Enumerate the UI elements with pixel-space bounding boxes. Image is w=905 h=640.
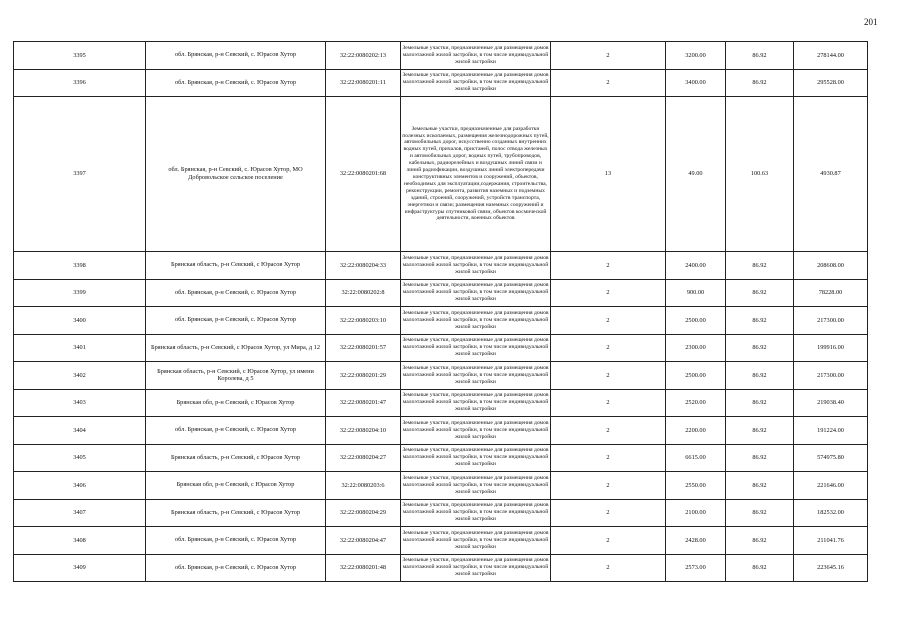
row-number: 3405 [14,444,146,472]
address-cell: Брянская обл, р-н Севский, с Юрасов Хутор [146,389,326,417]
address-cell: Брянская область, р-н Севский, с Юрасов Хутор [146,499,326,527]
row-number: 3409 [14,554,146,582]
address-cell: обл. Брянская, р-н Севский, с. Юрасов Хутор [146,527,326,555]
cadastral-value-cell: 217300.00 [794,307,868,335]
cadastral-value-cell: 78228.00 [794,279,868,307]
land-use-cell: Земельные участки, предназначенные для размещения домов малоэтажной жилой застройки, в том числе индивидуальной жилой застройки [401,252,551,280]
table-row [14,307,868,335]
rate-cell: 86.92 [726,527,794,555]
row-number: 3402 [14,362,146,390]
cadastral-number-cell: 32:22:0080201:29 [326,362,401,390]
cadastral-value-cell: 182532.00 [794,499,868,527]
land-use-cell: Земельные участки, предназначенные для размещения домов малоэтажной жилой застройки, в том числе индивидуальной жилой застройки [401,444,551,472]
row-number: 3408 [14,527,146,555]
area-cell: 2428.00 [666,527,726,555]
row-number: 3406 [14,472,146,500]
address-cell: обл. Брянская, р-н Севский, с. Юрасов Хутор [146,554,326,582]
group-cell: 2 [551,334,666,362]
cadastral-number-cell: 32:22:0080204:29 [326,499,401,527]
table-row [14,499,868,527]
group-cell: 2 [551,389,666,417]
land-use-cell: Земельные участки, предназначенные для размещения домов малоэтажной жилой застройки, в том числе индивидуальной жилой застройки [401,334,551,362]
cadastral-number-cell: 32:22:0080201:47 [326,389,401,417]
cadastral-value-cell: 211041.76 [794,527,868,555]
group-cell: 2 [551,362,666,390]
row-number: 3396 [14,69,146,97]
group-cell: 2 [551,307,666,335]
cadastral-value-cell: 295528.00 [794,69,868,97]
cadastral-value-cell: 219038.40 [794,389,868,417]
land-use-cell: Земельные участки, предназначенные для разработки полезных ископаемых, размещения железнодорожных путей, автомобильных дорог, искусственно созданных внутренних водных путей, причалов, пристаней, полос отвода железных и автомобильных дорог, водных путей, трубопроводов, кабельных, радиорелейных и воздушных линий связи и линий радиофикации, воздушных линий электропередачи конструктивных элементов и сооружений, объектов, необходимых для эксплуатации,содержания, строительства, реконструкции, ремонта, развития наземных и подземных зданий, строений, сооружений, устройств транспорта, энергетики и связи; размещения наземных сооружений и инфраструктуры спутниковой связи, объектов космической деятельности, военных объектов [401,97,551,252]
cadastral-number-cell: 32:22:0080204:10 [326,417,401,445]
land-use-cell: Земельные участки, предназначенные для размещения домов малоэтажной жилой застройки, в том числе индивидуальной жилой застройки [401,42,551,70]
group-cell: 2 [551,279,666,307]
group-cell: 2 [551,499,666,527]
area-cell: 900.00 [666,279,726,307]
address-cell: обл. Брянская, р-н Севский, с. Юрасов Хутор [146,279,326,307]
area-cell: 2100.00 [666,499,726,527]
cadastral-number-cell: 32:22:0080201:11 [326,69,401,97]
address-cell: обл. Брянская, р-н Севский, с. Юрасов Хутор [146,42,326,70]
table-row [14,334,868,362]
cadastral-number-cell: 32:22:0080201:68 [326,97,401,252]
table-row [14,252,868,280]
area-cell: 2200.00 [666,417,726,445]
page-number: 201 [864,17,878,27]
area-cell: 2400.00 [666,252,726,280]
table-row [14,472,868,500]
area-cell: 49.00 [666,97,726,252]
cadastral-value-cell: 199916.00 [794,334,868,362]
address-cell: обл. Брянская, р-н Севский, с. Юрасов Хутор [146,417,326,445]
row-number: 3403 [14,389,146,417]
cadastral-value-cell: 208608.00 [794,252,868,280]
address-cell: Брянская обл, р-н Севский, с Юрасов Хутор [146,472,326,500]
table-row [14,279,868,307]
cadastral-value-cell: 221646.00 [794,472,868,500]
area-cell: 3200.00 [666,42,726,70]
group-cell: 2 [551,554,666,582]
area-cell: 6615.00 [666,444,726,472]
row-number: 3401 [14,334,146,362]
table-row [14,554,868,582]
land-use-cell: Земельные участки, предназначенные для размещения домов малоэтажной жилой застройки, в том числе индивидуальной жилой застройки [401,279,551,307]
row-number: 3398 [14,252,146,280]
address-cell: Брянская область, р-н Севский, с Юрасов Хутор, ул Мира, д 12 [146,334,326,362]
address-cell: обл. Брянская, р-н Севский, с. Юрасов Хутор, МО Добровольское сельское поселение [146,97,326,252]
land-use-cell: Земельные участки, предназначенные для размещения домов малоэтажной жилой застройки, в том числе индивидуальной жилой застройки [401,389,551,417]
cadastral-number-cell: 32:22:0080202:8 [326,279,401,307]
group-cell: 2 [551,472,666,500]
area-cell: 2300.00 [666,334,726,362]
rate-cell: 86.92 [726,472,794,500]
rate-cell: 86.92 [726,279,794,307]
table-row [14,97,868,252]
land-use-cell: Земельные участки, предназначенные для размещения домов малоэтажной жилой застройки, в том числе индивидуальной жилой застройки [401,527,551,555]
area-cell: 2550.00 [666,472,726,500]
table-row [14,69,868,97]
group-cell: 13 [551,97,666,252]
cadastral-value-cell: 217300.00 [794,362,868,390]
rate-cell: 100.63 [726,97,794,252]
table-row [14,389,868,417]
cadastral-number-cell: 32:22:0080204:47 [326,527,401,555]
cadastral-number-cell: 32:22:0080201:48 [326,554,401,582]
group-cell: 2 [551,417,666,445]
cadastral-value-table [13,41,868,582]
rate-cell: 86.92 [726,444,794,472]
rate-cell: 86.92 [726,334,794,362]
land-use-cell: Земельные участки, предназначенные для размещения домов малоэтажной жилой застройки, в том числе индивидуальной жилой застройки [401,554,551,582]
table-body [14,42,868,582]
group-cell: 2 [551,42,666,70]
land-use-cell: Земельные участки, предназначенные для размещения домов малоэтажной жилой застройки, в том числе индивидуальной жилой застройки [401,69,551,97]
area-cell: 2520.00 [666,389,726,417]
row-number: 3397 [14,97,146,252]
rate-cell: 86.92 [726,42,794,70]
cadastral-number-cell: 32:22:0080204:33 [326,252,401,280]
rate-cell: 86.92 [726,362,794,390]
group-cell: 2 [551,252,666,280]
cadastral-number-cell: 32:22:0080201:57 [326,334,401,362]
table-row [14,417,868,445]
group-cell: 2 [551,69,666,97]
rate-cell: 86.92 [726,252,794,280]
area-cell: 2500.00 [666,307,726,335]
group-cell: 2 [551,444,666,472]
rate-cell: 86.92 [726,389,794,417]
cadastral-value-cell: 574975.80 [794,444,868,472]
rate-cell: 86.92 [726,554,794,582]
area-cell: 2500.00 [666,362,726,390]
cadastral-value-cell: 191224.00 [794,417,868,445]
rate-cell: 86.92 [726,499,794,527]
cadastral-value-cell: 278144.00 [794,42,868,70]
row-number: 3407 [14,499,146,527]
row-number: 3404 [14,417,146,445]
cadastral-number-cell: 32:22:0080204:27 [326,444,401,472]
row-number: 3400 [14,307,146,335]
rate-cell: 86.92 [726,69,794,97]
land-use-cell: Земельные участки, предназначенные для размещения домов малоэтажной жилой застройки, в том числе индивидуальной жилой застройки [401,417,551,445]
cadastral-number-cell: 32:22:0080203:10 [326,307,401,335]
address-cell: Брянская область, р-н Севский, с Юрасов Хутор, ул имени Королева, д 5 [146,362,326,390]
table-row [14,42,868,70]
row-number: 3395 [14,42,146,70]
row-number: 3399 [14,279,146,307]
land-use-cell: Земельные участки, предназначенные для размещения домов малоэтажной жилой застройки, в том числе индивидуальной жилой застройки [401,362,551,390]
address-cell: обл. Брянская, р-н Севский, с. Юрасов Хутор [146,307,326,335]
address-cell: обл. Брянская, р-н Севский, с. Юрасов Хутор [146,69,326,97]
land-use-cell: Земельные участки, предназначенные для размещения домов малоэтажной жилой застройки, в том числе индивидуальной жилой застройки [401,472,551,500]
cadastral-value-cell: 4930.87 [794,97,868,252]
area-cell: 2573.00 [666,554,726,582]
rate-cell: 86.92 [726,307,794,335]
group-cell: 2 [551,527,666,555]
land-use-cell: Земельные участки, предназначенные для размещения домов малоэтажной жилой застройки, в том числе индивидуальной жилой застройки [401,499,551,527]
land-use-cell: Земельные участки, предназначенные для размещения домов малоэтажной жилой застройки, в том числе индивидуальной жилой застройки [401,307,551,335]
cadastral-number-cell: 32:22:0080202:13 [326,42,401,70]
cadastral-value-cell: 223645.16 [794,554,868,582]
table-row [14,444,868,472]
table-row [14,527,868,555]
table-row [14,362,868,390]
address-cell: Брянская область, р-н Севский, с Юрасов Хутор [146,444,326,472]
rate-cell: 86.92 [726,417,794,445]
address-cell: Брянская область, р-н Севский, с Юрасов Хутор [146,252,326,280]
cadastral-number-cell: 32:22:0080203:6 [326,472,401,500]
area-cell: 3400.00 [666,69,726,97]
